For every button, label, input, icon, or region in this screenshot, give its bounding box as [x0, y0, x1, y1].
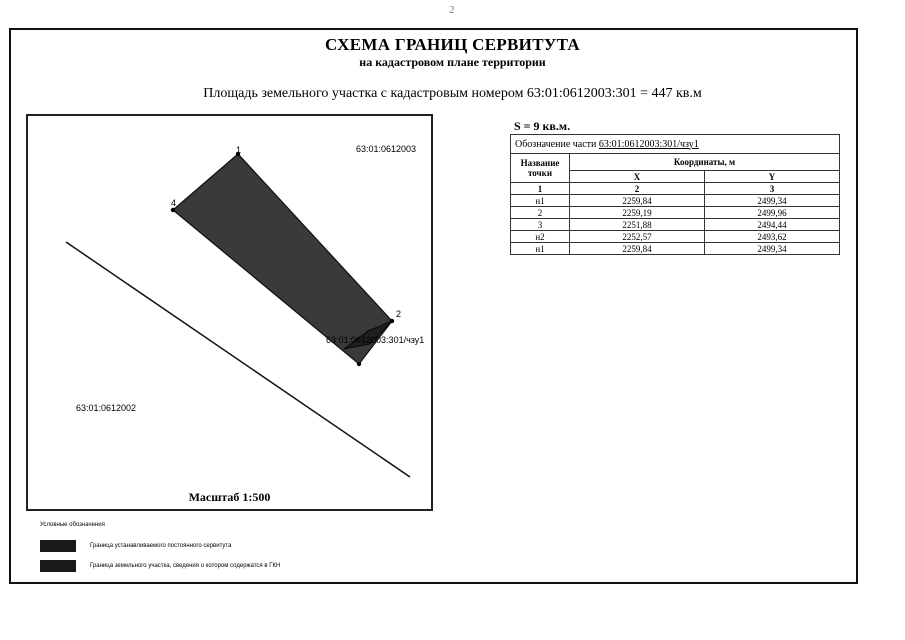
easement-label: 63:01:0612003:301/чзу1 — [326, 335, 425, 345]
index-cell: 3 — [705, 183, 840, 195]
point-name-cell: 3 — [511, 219, 570, 231]
part-designation-cell — [511, 135, 840, 154]
quarter-label-bottom: 63:01:0612002 — [76, 403, 137, 413]
legend-text-easement: Граница устанавливаемого постоянного сервитута — [90, 543, 232, 549]
header-x: X — [570, 171, 705, 183]
parcel-vertex-point — [171, 208, 175, 212]
header-point-name: Название точки — [511, 154, 570, 183]
y-cell: 2499,96 — [705, 207, 840, 219]
index-cell: 2 — [570, 183, 705, 195]
x-cell: 2259,84 — [570, 243, 705, 255]
x-cell: 2259,84 — [570, 195, 705, 207]
y-cell: 2499,34 — [705, 195, 840, 207]
table-row — [511, 195, 840, 207]
header-y: Y — [705, 171, 840, 183]
index-cell: 1 — [511, 183, 570, 195]
document-title: СХЕМА ГРАНИЦ СЕРВИТУТА — [325, 35, 580, 54]
legend-swatch-parcel — [40, 560, 76, 572]
easement-area: S = 9 кв.м. — [514, 119, 571, 133]
parcel-vertex-point — [390, 319, 394, 323]
document-subtitle: на кадастровом плане территории — [359, 55, 546, 69]
point-label-2: 2 — [396, 309, 402, 319]
y-cell: 2493,62 — [705, 231, 840, 243]
point-label-1: 1 — [236, 145, 242, 155]
page-number: 2 — [449, 4, 455, 16]
point-label-4: 4 — [171, 198, 177, 208]
coordinates-table — [510, 134, 840, 255]
x-cell: 2259,19 — [570, 207, 705, 219]
quarter-label-top: 63:01:0612003 — [356, 144, 417, 154]
legend-title: Условные обозначения — [40, 522, 105, 528]
header-coordinates: Координаты, м — [570, 154, 840, 171]
point-name-cell: н2 — [511, 231, 570, 243]
part-prefix: Обозначение части — [515, 138, 597, 150]
cadastral-map — [26, 114, 433, 511]
parcel-area-line: Площадь земельного участка с кадастровым номером 63:01:0612003:301 = 447 кв.м — [203, 86, 702, 101]
y-cell: 2499,34 — [705, 243, 840, 255]
table-row — [511, 231, 840, 243]
part-number: 63:01:0612003:301/чзу1 — [598, 138, 699, 150]
map-scale: Масштаб 1:500 — [188, 490, 271, 504]
table-row — [511, 207, 840, 219]
table-row — [511, 243, 840, 255]
parcel-polygon — [173, 154, 392, 364]
point-name-cell: н1 — [511, 195, 570, 207]
x-cell: 2251,88 — [570, 219, 705, 231]
legend-text-parcel: Граница земельного участка, сведения о котором содержатся в ГКН — [90, 563, 281, 569]
parcel-vertex-point — [357, 362, 361, 366]
point-name-cell: 2 — [511, 207, 570, 219]
y-cell: 2494,44 — [705, 219, 840, 231]
table-row — [511, 219, 840, 231]
point-name-cell: н1 — [511, 243, 570, 255]
x-cell: 2252,57 — [570, 231, 705, 243]
legend-swatch-easement — [40, 540, 76, 552]
